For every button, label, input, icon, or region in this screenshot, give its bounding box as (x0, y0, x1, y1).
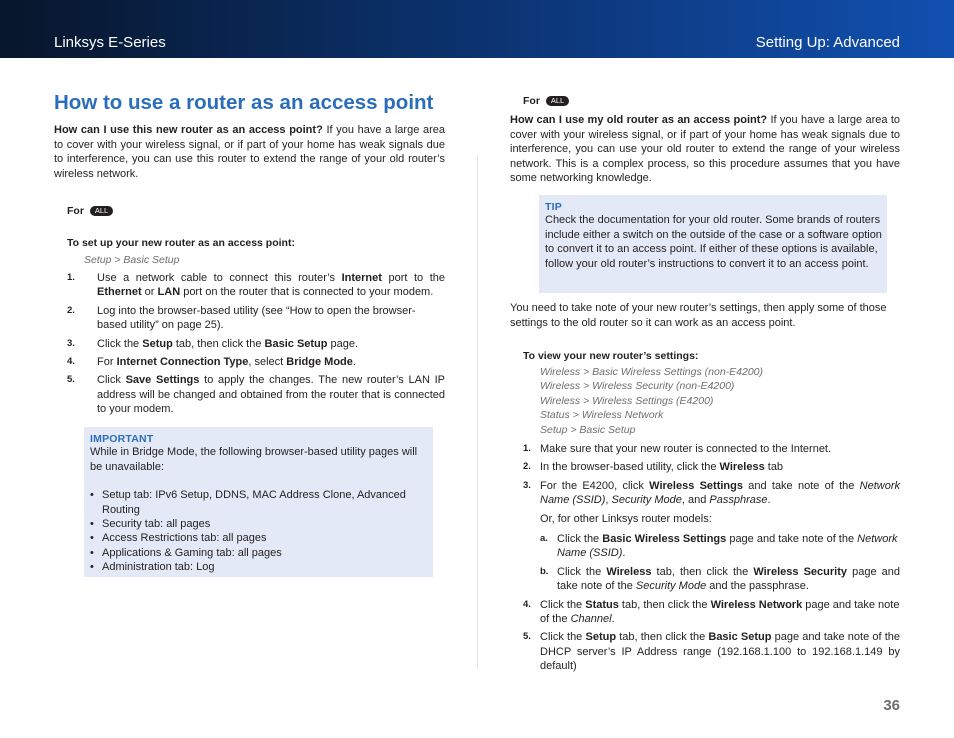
step-text: , (605, 494, 612, 507)
step-text: and take note of the (742, 479, 860, 492)
list-item (523, 479, 900, 508)
for-all-label (523, 95, 569, 107)
page-title: How to use a router as an access point (54, 91, 434, 114)
important-title: IMPORTANT (90, 433, 154, 445)
settings-path: Wireless > Wireless Settings (E4200) (540, 394, 714, 407)
step-number: 4. (523, 598, 531, 610)
step-bold: Ethernet (97, 286, 142, 299)
step-number: 5. (67, 374, 75, 386)
tip-title: TIP (545, 201, 562, 213)
step-text: port on the router that is connected to your modem. (180, 286, 434, 299)
for-label: For (67, 205, 84, 217)
list-item (67, 373, 445, 416)
step-bold: Wireless Network (710, 598, 803, 611)
important-box (84, 427, 433, 577)
step-text: Click the (557, 565, 607, 578)
list-item (90, 560, 420, 574)
step-text: tab, then click the (616, 631, 709, 644)
list-item (90, 488, 420, 517)
step-number: 3. (523, 479, 531, 491)
list-item-text: Applications & Gaming tab: all pages (102, 546, 282, 559)
step-text: tab, then click the (651, 565, 754, 578)
step-text: For (97, 356, 117, 369)
step-text: port to the (381, 272, 446, 284)
bullet-dot: • (90, 489, 94, 502)
step-bold: Basic Setup (708, 631, 772, 644)
step-text: . (352, 356, 356, 369)
old-router-paragraph (510, 113, 900, 186)
header-section-name: Setting Up: Advanced (755, 34, 900, 51)
step-number: 5. (523, 631, 531, 643)
intro-question: How can I use this new router as an access point? (54, 124, 323, 136)
step-text: Click the (97, 337, 143, 350)
step-text: Click (97, 374, 126, 387)
step-text: to apply the changes. The new router’s LAN IP address will be changed and obtained from the router that is connected to your modem. (97, 374, 446, 416)
step-bold: Wireless Security (753, 565, 847, 578)
step-text: For the E4200, click (540, 479, 650, 492)
list-item (90, 531, 420, 545)
step-text: page. (327, 337, 359, 350)
settings-note: You need to take note of your new router’s settings, then apply some of those settings to the old router so it can work as an access point. (510, 302, 887, 329)
list-item (67, 304, 445, 333)
step-text: page and take note of the (726, 533, 858, 546)
step-bold: Wireless Settings (649, 479, 743, 492)
step-text: Log into the browser-based utility (see “How to open the browser-based utility” on page 25). (97, 304, 416, 332)
list-item (523, 442, 900, 456)
step-text: tab, then click the (618, 598, 711, 611)
for-all-label (67, 205, 113, 217)
step-text: Click the (540, 631, 586, 644)
tip-box (539, 195, 887, 293)
step-bold: Bridge Mode (286, 356, 353, 369)
intro-text: If you have a large area to cover with your wireless signal, or if part of your home has weak signals due to interference, you can use this router to extend the range of your old router’s wireless network. (54, 124, 445, 180)
setup-steps (67, 271, 445, 417)
list-item-text: Security tab: all pages (102, 518, 211, 530)
list-item-text: Access Restrictions tab: all pages (102, 532, 267, 545)
step-number: b. (540, 565, 549, 577)
step-text: . (611, 613, 615, 626)
page-header (0, 0, 954, 58)
step-number: 1. (67, 272, 75, 283)
list-item-text: Setup tab: IPv6 Setup, DDNS, MAC Address Clone, Advanced Routing (102, 489, 406, 516)
step-text: page and take note of the (540, 598, 900, 626)
column-divider (477, 156, 478, 668)
old-router-question: How can I use my old router as an access point? (510, 114, 768, 126)
step-bold: Save Settings (125, 374, 200, 387)
step-text: , select (248, 356, 287, 369)
step-italic: Network Name (SSID) (557, 533, 898, 560)
list-item (90, 546, 420, 560)
step-number: 2. (523, 461, 531, 473)
step-text: In the browser-based utility, click the (540, 461, 720, 474)
list-item (523, 460, 900, 474)
important-text: While in Bridge Mode, the following browser-based utility pages will be unavailable: (90, 446, 418, 473)
all-badge: ALL (90, 206, 113, 216)
intro-paragraph (54, 123, 445, 181)
header-product-name: Linksys E-Series (54, 34, 166, 51)
list-item (523, 565, 900, 594)
bullet-dot: • (90, 561, 94, 574)
page-number: 36 (883, 697, 900, 714)
bullet-dot: • (90, 518, 94, 530)
step-bold: Setup (585, 631, 617, 644)
tip-text: Check the documentation for your old router. Some brands of routers include either a switch on the outside of the case or a software option to convert it to an access point. If either of these options is available, follow your old router’s instructions to convert it to an access point. (545, 214, 882, 270)
settings-paths (540, 365, 763, 437)
step-text: or (141, 286, 158, 299)
list-item (67, 271, 445, 300)
step-text: Or, for other Linksys router models: (540, 512, 712, 525)
step-italic: Passphrase (709, 494, 768, 507)
step-bold: Setup (142, 337, 173, 350)
step-number: a. (540, 533, 548, 545)
list-item-text: Administration tab: Log (102, 561, 215, 574)
settings-path: Setup > Basic Setup (540, 423, 636, 436)
step-bold: Basic Setup (264, 337, 328, 350)
list-item (90, 517, 420, 531)
step-text: Click the (557, 533, 603, 546)
view-settings-heading: To view your new router’s settings: (523, 350, 699, 362)
bullet-dot: • (90, 532, 94, 545)
step-bold: Status (585, 598, 619, 611)
step-bold: Basic Wireless Settings (602, 533, 727, 546)
list-item (67, 355, 445, 369)
step-italic: Channel (570, 613, 612, 626)
list-item (523, 598, 900, 627)
step-number: 2. (67, 304, 75, 316)
old-router-text: If you have a large area to cover with your wireless signal, or if part of your home has weak signals due to interference, you can use your old router to extend the range of your wireless network. This is a complex process, so this procedure assumes that you have some networking knowledge. (510, 114, 900, 185)
step-text: page and take note of the (557, 565, 900, 593)
view-steps (523, 442, 900, 674)
step-italic: Security Mode (611, 494, 682, 507)
step-italic: Network Name (SSID) (540, 479, 900, 507)
setup-heading: To set up your new router as an access point: (67, 237, 295, 249)
list-item (67, 337, 445, 351)
step-text: Click the (540, 598, 586, 611)
step-italic: Security Mode (635, 580, 707, 593)
step-bold: Wireless (606, 565, 652, 578)
setup-path: Setup > Basic Setup (84, 254, 180, 266)
step-text: page and take note of the DHCP server’s IP Address range (192.168.1.100 to 192.168.1.149 by default) (540, 631, 901, 673)
step-text: , and (681, 494, 710, 507)
step-bold: Internet Connection Type (116, 356, 249, 369)
step-text: . (767, 494, 771, 507)
step-number: 1. (523, 443, 531, 454)
step-bold: LAN (157, 286, 181, 299)
list-item (523, 630, 900, 673)
settings-path: Wireless > Wireless Security (non-E4200) (540, 380, 735, 393)
step-text: . (622, 547, 626, 560)
list-item (523, 532, 900, 561)
list-item (523, 512, 900, 526)
all-badge: ALL (546, 96, 569, 106)
step-bold: Internet (341, 272, 382, 284)
step-text: tab (764, 461, 784, 474)
settings-path: Wireless > Basic Wireless Settings (non-E4200) (540, 366, 764, 378)
step-text: Use a network cable to connect this router’s (97, 272, 342, 284)
unavailable-pages-list (90, 488, 420, 574)
step-number: 3. (67, 337, 75, 349)
step-text: and the passphrase. (706, 580, 809, 593)
step-text: Make sure that your new router is connected to the Internet. (540, 443, 832, 455)
step-text: tab, then click the (172, 337, 265, 350)
for-label: For (523, 95, 540, 107)
step-bold: Wireless (719, 461, 765, 474)
settings-path: Status > Wireless Network (540, 409, 664, 422)
step-number: 4. (67, 356, 75, 368)
bullet-dot: • (90, 546, 94, 559)
